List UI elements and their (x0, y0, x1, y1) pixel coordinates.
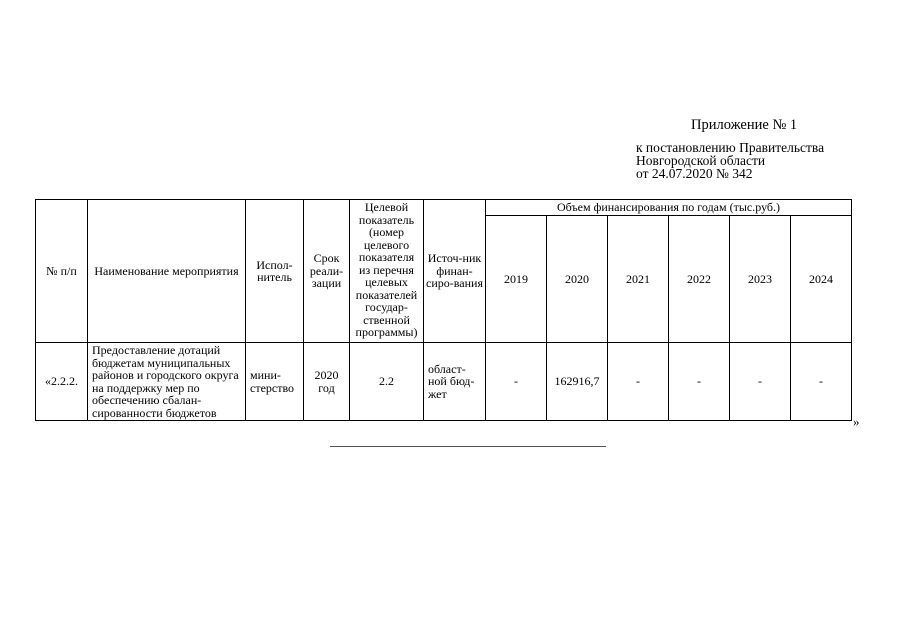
col-header-year: 2019 (486, 216, 547, 343)
cell-indicator: 2.2 (350, 343, 424, 421)
closing-quote: » (853, 414, 860, 429)
appendix-title: Приложение № 1 (691, 117, 798, 133)
cell-term: 2020 год (304, 343, 350, 421)
cell-value-2022: - (669, 343, 730, 421)
cell-value-2020: 162916,7 (547, 343, 608, 421)
cell-source: област-ной бюд-жет (424, 343, 486, 421)
col-header-name: Наименование мероприятия (88, 200, 246, 343)
header-line-decree: к постановлению Правительства (636, 140, 825, 155)
col-header-year: 2022 (669, 216, 730, 343)
col-header-year: 2023 (730, 216, 791, 343)
col-header-source: Источ-ник финан-сиро-вания (424, 200, 486, 343)
col-header-num: № п/п (36, 200, 88, 343)
document-header (636, 118, 896, 180)
cell-value-2024: - (791, 343, 852, 421)
header-line-date: от 24.07.2020 № 342 (636, 166, 753, 181)
col-header-funding-group: Объем финансирования по годам (тыс.руб.) (486, 200, 852, 216)
header-line-region: Новгородской области (636, 153, 766, 168)
cell-value-2021: - (608, 343, 669, 421)
funding-table (35, 199, 852, 421)
col-header-year: 2021 (608, 216, 669, 343)
cell-value-2023: - (730, 343, 791, 421)
cell-executor: мини-стерство (246, 343, 304, 421)
separator-line (330, 446, 606, 447)
cell-value-2019: - (486, 343, 547, 421)
col-header-executor: Испол-нитель (246, 200, 304, 343)
col-header-term: Срок реали-зации (304, 200, 350, 343)
col-header-year: 2024 (791, 216, 852, 343)
cell-num: «2.2.2. (36, 343, 88, 421)
col-header-indicator: Целевой показатель (номер целевого показателя из перечня целевых показателей государ-ственной программы) (350, 200, 424, 343)
cell-name: Предоставление дотаций бюджетам муниципальных районов и городского округа на поддержку мер по обеспечению сбалан-сированности бюджетов (88, 343, 246, 421)
table-row (36, 343, 852, 421)
col-header-year: 2020 (547, 216, 608, 343)
